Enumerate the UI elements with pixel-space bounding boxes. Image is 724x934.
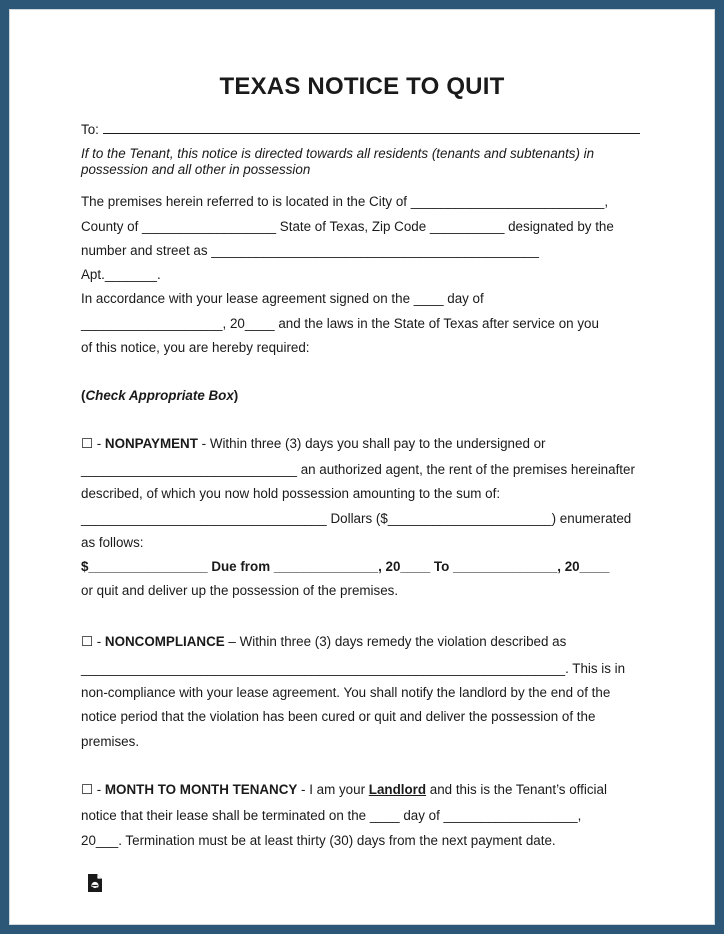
- apt-line: Apt._______.: [81, 267, 161, 282]
- nonpayment-heading: NONPAYMENT: [104, 436, 198, 451]
- street-line: number and street as ____________________________________________: [81, 243, 539, 258]
- month-to-month-line-3: 20___. Termination must be at least thirty (30) days from the next payment date.: [81, 833, 556, 848]
- nonpayment-line-4: _________________________________ Dollars ($______________________) enumerated: [81, 511, 632, 526]
- nonpayment-line-2: _____________________________ an authorized agent, the rent of the premises hereinafter: [81, 462, 635, 477]
- county-line: County of __________________ State of Texas, Zip Code __________ designated by the: [81, 219, 614, 234]
- eforms-document-icon: [87, 873, 103, 893]
- nonpayment-line-3: described, of which you now hold possession amounting to the sum of:: [81, 486, 501, 501]
- required-line: of this notice, you are hereby required:: [81, 340, 310, 355]
- noncompliance-heading: NONCOMPLIANCE: [104, 634, 225, 649]
- month-to-month-heading: MONTH TO MONTH TENANCY: [104, 782, 298, 797]
- premises-city-line: The premises herein referred to is located in the City of __________________________,: [81, 194, 609, 209]
- noncompliance-line-4: notice period that the violation has been cured or quit and deliver the possession of the: [81, 709, 596, 724]
- month-to-month-checkbox[interactable]: ☐ -: [81, 782, 105, 797]
- intro-line-1: If to the Tenant, this notice is directed towards all residents (tenants and subtenants) in: [81, 146, 595, 161]
- to-line: [81, 122, 640, 138]
- check-box-instruction: (Check Appropriate Box): [81, 388, 239, 403]
- noncompliance-line-3: non-compliance with your lease agreement. You shall notify the landlord by the end of the: [81, 685, 611, 700]
- noncompliance-line-2: _________________________________________________________________. This is in: [81, 661, 626, 676]
- nonpayment-checkbox[interactable]: ☐ -: [81, 436, 105, 451]
- date-law-line: ___________________, 20____ and the laws in the State of Texas after service on you: [81, 316, 599, 331]
- noncompliance-checkbox[interactable]: ☐ -: [81, 634, 105, 649]
- document-page: [9, 9, 715, 925]
- nonpayment-line-6: $________________ Due from ______________, 20____ To ______________, 20____: [81, 559, 610, 574]
- nonpayment-line-7: or quit and deliver up the possession of the premises.: [81, 583, 399, 598]
- lease-date-line: In accordance with your lease agreement signed on the ____ day of: [81, 291, 484, 306]
- month-to-month-line-1: ☐ - MONTH TO MONTH TENANCY - I am your Landlord and this is the Tenant’s official: [81, 782, 607, 797]
- noncompliance-line-1: ☐ - NONCOMPLIANCE – Within three (3) days remedy the violation described as: [81, 634, 567, 649]
- noncompliance-line-5: premises.: [81, 734, 140, 749]
- document-title: TEXAS NOTICE TO QUIT: [219, 73, 505, 100]
- nonpayment-line-1: ☐ - NONPAYMENT - Within three (3) days you shall pay to the undersigned or: [81, 436, 546, 451]
- intro-line-2: possession and all other in possession: [81, 162, 311, 177]
- nonpayment-line-5: as follows:: [81, 535, 144, 550]
- to-label: To:: [81, 122, 103, 137]
- to-field[interactable]: [103, 122, 640, 134]
- landlord-link[interactable]: Landlord: [368, 782, 427, 797]
- month-to-month-line-2: notice that their lease shall be terminated on the ____ day of __________________,: [81, 808, 582, 823]
